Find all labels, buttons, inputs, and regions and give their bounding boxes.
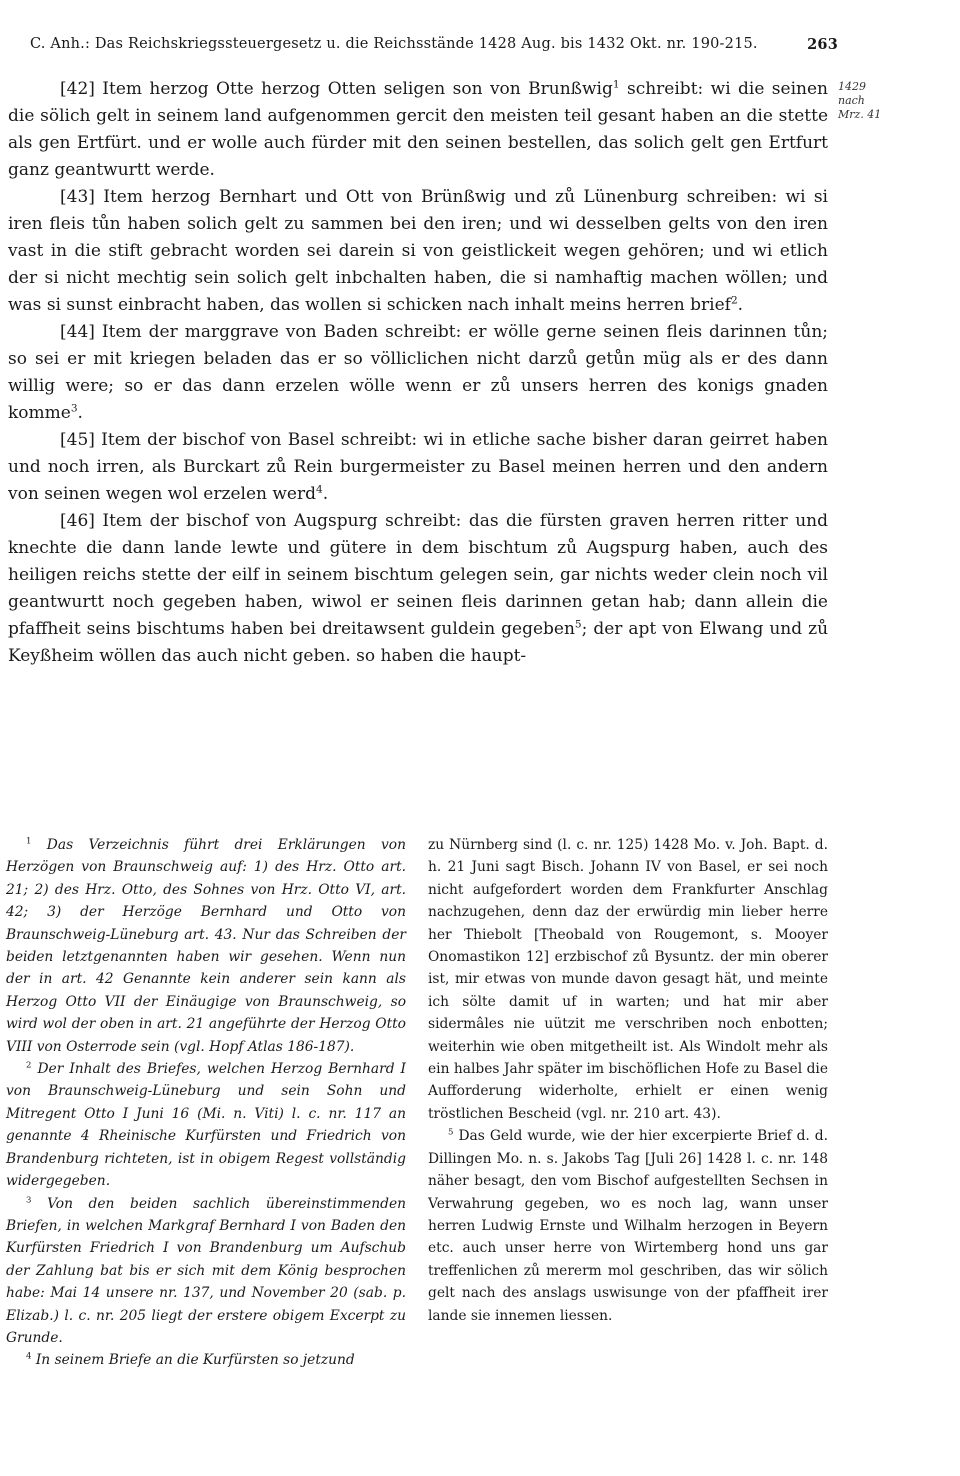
margin-note-line: nach: [838, 94, 865, 107]
article-text: Item der marggrave von Baden schreibt: er wölle gerne seinen fleis darinnen tůn; so sei er mit kriegen beladen das er so völliclichen nicht darzů getůn müg als er des dann willig were; so er das dann erzelen wölle wenn er zů unsers herren des konigs gnaden komme: [8, 322, 828, 423]
article-text: Item herzog Otte herzog Otten seligen son von Brunßwig: [94, 79, 613, 99]
article-text: Item der bischof von Augspurg schreibt: das die fürsten graven herren ritter und knechte die dann lande lewte und gütere in dem bischtum zů Augspurg haben, auch des heiligen reichs stette der eilf in seinem bischtum gelegen sein, gar nichts weder clein noch vil geantwurtt noch gegeben haben, wiwol er seinen fleis darinnen getan hab; dann allein die pfaffheit seins bischtums haben bei dreitawsent guldein gegeben: [8, 511, 828, 639]
article-number: [44]: [60, 322, 95, 342]
footnote-5: [428, 1125, 828, 1327]
footnotes-left-column: [6, 834, 406, 1372]
article-45: [8, 427, 828, 508]
article-text: schreibt: wi die seinen die sölich gelt in seinem land aufgenommen gercit den meisten teil gesant haben an die stette als gen Ertfürt. und er wolle auch fürder mit den seinen bestellen, das solich gelt gen Ertfurt ganz geantwurtt werde.: [8, 79, 828, 180]
article-text: Item der bischof von Basel schreibt: wi in etliche sache bisher daran geirret haben und noch irren, als Burckart zů Rein burgermeister zu Basel meinen herren und den andern von seinen wegen wol erzelen werd: [8, 430, 828, 504]
article-number: [45]: [60, 430, 95, 450]
footnote-text: Das Verzeichnis führt drei Erklärungen von Herzögen von Braunschweig auf: 1) des Hrz. Otto art. 21; 2) des Hrz. Otto, des Sohnes von Hrz. Otto VI, art. 42; 3) der Herzöge Bernhard und Otto von Braunschweig-Lüneburg art. 43. Nur das Schreiben der beiden letztgenannten haben wir gesehen. Wenn nun der in art. 42 Genannte kein anderer sein kann als Herzog Otto VII der Einäugige von Braunschweig, so wird wol der oben in art. 21 angeführte der Herzog Otto VIII von Osterrode sein (vgl. Hopf Atlas 186-187).: [6, 837, 406, 1055]
article-number: [42]: [60, 79, 95, 99]
footnote-text: Das Geld wurde, wie der hier excerpierte Brief d. d. Dillingen Mo. n. s. Jakobs Tag [Juli 26] 1428 l. c. nr. 148 näher besagt, den vom Bischof aufgestellten Sechsen in Verwahrung gegeben, wo es noch lag, wann unser herren Ludwig Ernste und Wilhalm herzogen in Beyern etc. auch unser herre von Wirtemberg hond uns gar treffenlichen zů mererm mol geschriben, das wir sölich gelt nach des anslags uswisunge von der pfaffheit irer lande sie innemen liessen.: [428, 1128, 829, 1324]
footnote-marker: 5: [448, 1127, 454, 1138]
article-text: ; der apt von Elwang und zů Keyßheim wöllen das auch nicht geben. so haben die haupt-: [8, 619, 829, 666]
article-text: .: [77, 403, 83, 423]
footnote-text: Der Inhalt des Briefes, welchen Herzog Bernhard I von Braunschweig-Lüneburg und sein Sohn und Mitregent Otto I Juni 16 (Mi. n. Viti) l. c. nr. 117 an genannte 4 Rheinische Kurfürsten und Friedrich von Brandenburg richteten, ist in obigem Regest vollständig widergegeben.: [6, 1061, 407, 1190]
footnotes-right-column: [428, 834, 828, 1327]
footnote-1: [6, 834, 406, 1058]
page-number: 263: [807, 36, 838, 53]
footnote-ref: 3: [70, 402, 78, 415]
footnote-3: [6, 1193, 406, 1350]
margin-note-line: Mrz. 41: [838, 108, 882, 121]
footnote-text: In seinem Briefe an die Kurfürsten so jetzund: [35, 1352, 355, 1369]
footnote-4-continued: [428, 834, 828, 1125]
article-number: [46]: [60, 511, 95, 531]
footnote-4: [6, 1349, 406, 1371]
article-43: [8, 184, 828, 319]
footnote-marker: 4: [26, 1351, 32, 1362]
article-44: [8, 319, 828, 427]
margin-date-note: [838, 80, 898, 122]
article-text: .: [322, 484, 329, 504]
article-46: [8, 508, 828, 670]
running-title: C. Anh.: Das Reichskriegssteuergesetz u. die Reichsstände 1428 Aug. bis 1432 Okt. nr. 190-215.: [30, 36, 758, 52]
footnote-text: zu Nürnberg sind (l. c. nr. 125) 1428 Mo. v. Joh. Bapt. d. h. 21 Juni sagt Bisch. Johann IV von Basel, er sei noch nicht aufgefordert worden dem Frankfurter Anschlag nachzugehen, denn daz der erwürdig min lieber herre her Thiebolt [Theobald von Rougemont, s. Mooyer Onomastikon 12] erzbischof zů Bysuntz. der min oberer ist, mir etwas von munde davon gesagt hät, und meinte ich sölte damit uf in warten; und hat mir aber sidermâles nie uützit me verschriben noch enbotten; weiterhin wie oben mitgetheilt ist. Als Windolt mehr als ein halbes Jahr später im bischöflichen Hofe zu Basel die Aufforderung widerholte, erhielt er einen wenig tröstlichen Bescheid (vgl. nr. 210 art. 43).: [428, 837, 828, 1122]
article-text: .: [737, 295, 744, 315]
footnote-marker: 1: [26, 836, 32, 847]
footnote-ref: 4: [315, 483, 323, 496]
running-header: [30, 36, 838, 52]
footnote-marker: 3: [26, 1194, 32, 1205]
footnote-2: [6, 1058, 406, 1192]
article-42: [8, 76, 828, 184]
main-text: [8, 76, 828, 670]
footnote-ref: 2: [730, 294, 738, 307]
footnote-text: Von den beiden sachlich übereinstimmenden Briefen, in welchen Markgraf Bernhard I von Baden den Kurfürsten Friedrich I von Brandenburg um Aufschub der Zahlung bat bis er sich mit dem König besprochen habe: Mai 14 unsere nr. 137, und November 20 (sab. p. Elizab.) l. c. nr. 205 liegt der erstere obigem Excerpt zu Grunde.: [6, 1195, 406, 1346]
article-text: Item herzog Bernhart und Ott von Brünßwig und zů Lünenburg schreiben: wi si iren fleis tůn haben solich gelt zu sammen bei den iren; und wi desselben gelts von den iren vast in die stift gebracht worden sei darein si von geistlickeit wegen gehören; und wi etlich der si nicht mechtig sein solich gelt inbchalten haben, die si namhaftig machen wöllen; und was si sunst einbracht haben, das wollen si schicken nach inhalt meins herren brief: [8, 187, 828, 315]
footnote-ref: 1: [612, 78, 620, 91]
margin-note-line: 1429: [838, 80, 866, 93]
footnote-ref: 5: [574, 618, 582, 631]
article-number: [43]: [60, 187, 95, 207]
footnote-marker: 2: [26, 1060, 32, 1071]
